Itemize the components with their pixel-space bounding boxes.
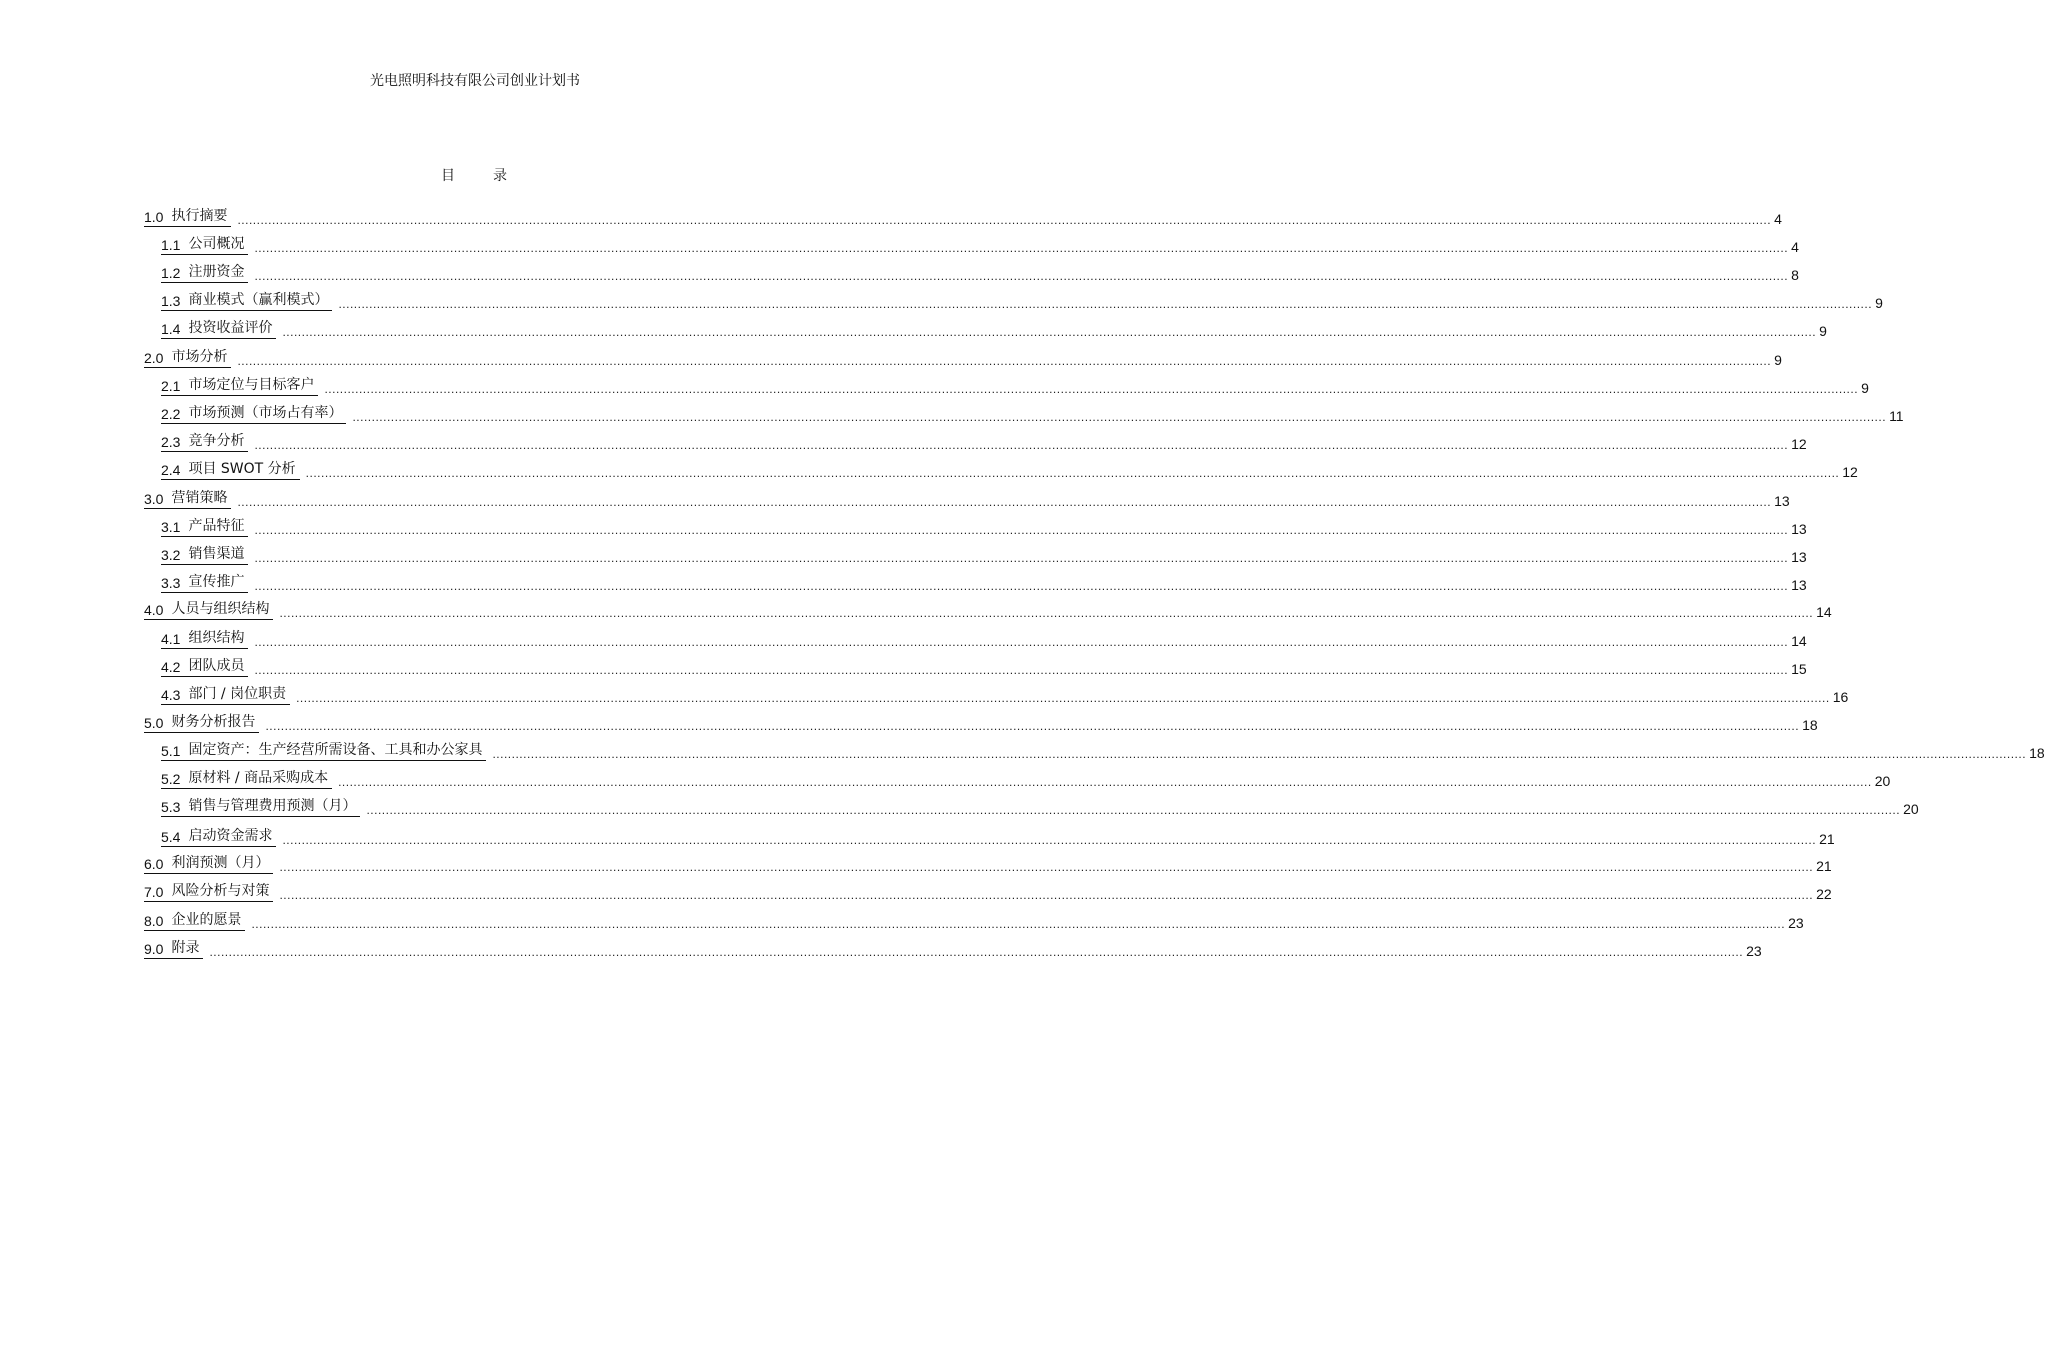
toc-dot-leader: ................................................................................................................................................................................................................................................................................................................................................................................................................ [254, 663, 1789, 677]
toc-dot-leader: ................................................................................................................................................................................................................................................................................................................................................................................................................ [279, 860, 1814, 874]
toc-entry-number: 4.1 [161, 631, 181, 647]
toc-entry[interactable] [144, 487, 1790, 509]
toc-entry-title: 销售渠道 [188, 546, 245, 562]
toc-entry-title: 原材料 / 商品采购成本 [188, 770, 329, 786]
toc-entry-title: 部门 / 岗位职责 [188, 686, 287, 702]
toc-entry-link[interactable] [161, 767, 332, 789]
toc-dot-leader: ................................................................................................................................................................................................................................................................................................................................................................................................................ [324, 382, 1859, 396]
toc-entry-title: 项目 SWOT 分析 [188, 461, 296, 477]
toc-entry-page: 4 [1791, 239, 1799, 255]
toc-entry-number: 3.0 [144, 491, 164, 507]
toc-entry[interactable] [161, 739, 2045, 761]
toc-entry[interactable] [161, 430, 1807, 452]
toc-entry[interactable] [161, 289, 1883, 311]
toc-entry-page: 4 [1774, 211, 1782, 227]
toc-entry-link[interactable] [161, 627, 248, 649]
toc-dot-leader: ................................................................................................................................................................................................................................................................................................................................................................................................................ [279, 606, 1814, 620]
toc-entry-number: 3.3 [161, 575, 181, 591]
toc-entry-title: 财务分析报告 [171, 714, 256, 730]
toc-entry-page: 20 [1903, 801, 1919, 817]
toc-entry-page: 9 [1774, 352, 1782, 368]
toc-entry-page: 12 [1842, 464, 1858, 480]
toc-entry-page: 12 [1791, 436, 1807, 452]
toc-entry-link[interactable] [161, 739, 486, 761]
toc-dot-leader: ................................................................................................................................................................................................................................................................................................................................................................................................................ [352, 410, 1887, 424]
toc-entry-number: 1.4 [161, 321, 181, 337]
toc-entry[interactable] [161, 374, 1869, 396]
toc-entry[interactable] [144, 937, 1762, 959]
toc-entry-number: 2.2 [161, 406, 181, 422]
toc-dot-leader: ................................................................................................................................................................................................................................................................................................................................................................................................................ [282, 833, 1817, 847]
toc-entry[interactable] [144, 205, 1782, 227]
toc-title-left: 目 [441, 168, 457, 184]
toc-entry-page: 14 [1816, 604, 1832, 620]
toc-entry-page: 9 [1875, 295, 1883, 311]
toc-entry[interactable] [161, 317, 1827, 339]
toc-entry-page: 9 [1861, 380, 1869, 396]
toc-entry-page: 11 [1889, 408, 1904, 424]
toc-entry[interactable] [144, 598, 1832, 620]
toc-entry-title: 固定资产：生产经营所需设备、工具和办公家具 [188, 742, 483, 758]
toc-dot-leader: ................................................................................................................................................................................................................................................................................................................................................................................................................ [237, 213, 1772, 227]
toc-entry-link[interactable] [144, 711, 259, 733]
toc-entry-title: 风险分析与对策 [171, 883, 270, 899]
toc-entry-number: 5.2 [161, 771, 181, 787]
toc-entry[interactable] [144, 711, 1818, 733]
toc-entry-link[interactable] [161, 402, 346, 424]
toc-entry-title: 投资收益评价 [188, 320, 273, 336]
toc-entry-title: 启动资金需求 [188, 828, 273, 844]
toc-dot-leader: ................................................................................................................................................................................................................................................................................................................................................................................................................ [251, 917, 1786, 931]
toc-entry[interactable] [161, 795, 1919, 817]
toc-entry-title: 注册资金 [188, 264, 245, 280]
toc-entry-number: 2.0 [144, 350, 164, 366]
toc-entry-number: 2.3 [161, 434, 181, 450]
toc-entry-number: 8.0 [144, 913, 164, 929]
toc-entry-number: 1.1 [161, 237, 181, 253]
toc-entry-number: 6.0 [144, 856, 164, 872]
toc-entry-link[interactable] [161, 430, 248, 452]
toc-entry-number: 2.1 [161, 378, 181, 394]
toc-entry-link[interactable] [161, 655, 248, 677]
toc-entry-page: 9 [1819, 323, 1827, 339]
toc-entry[interactable] [144, 852, 1832, 874]
toc-entry[interactable] [161, 825, 1835, 847]
toc-entry-title: 商业模式（赢利模式） [188, 292, 329, 308]
toc-dot-leader: ................................................................................................................................................................................................................................................................................................................................................................................................................ [338, 297, 1873, 311]
toc-entry[interactable] [144, 346, 1782, 368]
toc-title-right: 录 [493, 168, 509, 184]
toc-entry-title: 竞争分析 [188, 433, 245, 449]
toc-entry[interactable] [144, 909, 1804, 931]
toc-entry-title: 利润预测（月） [171, 855, 270, 871]
toc-entry-title: 公司概况 [188, 236, 245, 252]
toc-entry-title: 市场定位与目标客户 [188, 377, 315, 393]
toc-entry[interactable] [161, 402, 1904, 424]
toc-entry-link[interactable] [144, 880, 273, 902]
toc-entry[interactable] [161, 233, 1799, 255]
toc-entry-page: 13 [1791, 521, 1807, 537]
toc-entry-number: 5.0 [144, 715, 164, 731]
toc-entry-number: 1.0 [144, 209, 164, 225]
toc-dot-leader: ................................................................................................................................................................................................................................................................................................................................................................................................................ [282, 325, 1817, 339]
toc-dot-leader: ................................................................................................................................................................................................................................................................................................................................................................................................................ [492, 747, 2027, 761]
toc-entry-link[interactable] [161, 233, 248, 255]
toc-entry-link[interactable] [144, 937, 203, 959]
toc-entry-number: 4.3 [161, 687, 181, 703]
toc-entry-number: 3.1 [161, 519, 181, 535]
toc-entry-title: 团队成员 [188, 658, 245, 674]
toc-dot-leader: ................................................................................................................................................................................................................................................................................................................................................................................................................ [305, 466, 1840, 480]
toc-dot-leader: ................................................................................................................................................................................................................................................................................................................................................................................................................ [254, 635, 1789, 649]
toc-entry-number: 5.4 [161, 829, 181, 845]
toc-entry-page: 13 [1791, 549, 1807, 565]
toc-entry-title: 产品特征 [188, 518, 245, 534]
toc-entry-number: 2.4 [161, 462, 181, 478]
toc-entry-title: 执行摘要 [171, 208, 228, 224]
toc-dot-leader: ................................................................................................................................................................................................................................................................................................................................................................................................................ [254, 551, 1789, 565]
toc-entry-link[interactable] [161, 317, 276, 339]
toc-entry-link[interactable] [161, 261, 248, 283]
toc-dot-leader: ................................................................................................................................................................................................................................................................................................................................................................................................................ [254, 269, 1789, 283]
toc-entry-title: 宣传推广 [188, 574, 245, 590]
toc-dot-leader: ................................................................................................................................................................................................................................................................................................................................................................................................................ [209, 945, 1744, 959]
toc-entry-link[interactable] [144, 909, 245, 931]
toc-dot-leader: ................................................................................................................................................................................................................................................................................................................................................................................................................ [254, 438, 1789, 452]
toc-entry-title: 组织结构 [188, 630, 245, 646]
toc-dot-leader: ................................................................................................................................................................................................................................................................................................................................................................................................................ [338, 775, 1872, 789]
toc-entry-title: 企业的愿景 [171, 912, 242, 928]
toc-entry[interactable] [144, 880, 1832, 902]
toc-entry-number: 7.0 [144, 884, 164, 900]
toc-dot-leader: ................................................................................................................................................................................................................................................................................................................................................................................................................ [254, 241, 1789, 255]
toc-entry-link[interactable] [144, 598, 273, 620]
toc-entry-link[interactable] [161, 543, 248, 565]
toc-entry-title: 市场预测（市场占有率） [188, 405, 343, 421]
toc-entry-number: 4.2 [161, 659, 181, 675]
toc-entry-link[interactable] [144, 346, 231, 368]
toc-entry-page: 16 [1832, 689, 1849, 705]
toc-dot-leader: ................................................................................................................................................................................................................................................................................................................................................................................................................ [237, 495, 1772, 509]
toc-entry-page: 22 [1816, 886, 1832, 902]
toc-entry-link[interactable] [161, 289, 332, 311]
toc-entry-number: 5.1 [161, 743, 181, 759]
toc-entry-link[interactable] [161, 825, 276, 847]
toc-entry-page: 20 [1874, 773, 1891, 789]
toc-title [0, 165, 950, 185]
toc-entry-page: 21 [1819, 831, 1835, 847]
toc-entry-title: 销售与管理费用预测（月） [188, 798, 357, 814]
toc-entry-title: 人员与组织结构 [171, 601, 270, 617]
document-header: 光电照明科技有限公司创业计划书 [370, 73, 580, 89]
toc-entry-title: 附录 [171, 940, 200, 956]
toc-dot-leader: ................................................................................................................................................................................................................................................................................................................................................................................................................ [279, 888, 1814, 902]
toc-entry-page: 8 [1791, 267, 1799, 283]
toc-entry-page: 15 [1791, 661, 1807, 677]
toc-dot-leader: ................................................................................................................................................................................................................................................................................................................................................................................................................ [265, 719, 1800, 733]
toc-dot-leader: ................................................................................................................................................................................................................................................................................................................................................................................................................ [254, 523, 1789, 537]
toc-entry-page: 23 [1746, 943, 1762, 959]
toc-entry[interactable] [161, 683, 1849, 705]
toc-entry-number: 3.2 [161, 547, 181, 563]
toc-dot-leader: ................................................................................................................................................................................................................................................................................................................................................................................................................ [366, 803, 1901, 817]
toc-entry-number: 9.0 [144, 941, 164, 957]
toc-entry-page: 14 [1791, 633, 1807, 649]
toc-entry[interactable] [161, 458, 1858, 480]
toc-entry-link[interactable] [161, 571, 248, 593]
toc-entry-number: 5.3 [161, 799, 181, 815]
toc-entry[interactable] [161, 515, 1807, 537]
toc-entry-link[interactable] [161, 374, 318, 396]
toc-entry-link[interactable] [161, 515, 248, 537]
toc-entry-number: 4.0 [144, 602, 164, 618]
toc-entry-title: 营销策略 [171, 490, 228, 506]
toc-dot-leader: ................................................................................................................................................................................................................................................................................................................................................................................................................ [254, 579, 1789, 593]
toc-entry-link[interactable] [144, 205, 231, 227]
toc-entry[interactable] [161, 261, 1799, 283]
toc-entry[interactable] [161, 655, 1807, 677]
toc-entry-title: 市场分析 [171, 349, 228, 365]
toc-entry[interactable] [161, 543, 1807, 565]
toc-entry-page: 13 [1791, 577, 1807, 593]
toc-entry-number: 1.3 [161, 293, 181, 309]
toc-dot-leader: ................................................................................................................................................................................................................................................................................................................................................................................................................ [296, 691, 1830, 705]
toc-entry-page: 18 [2029, 745, 2045, 761]
toc-entry-link[interactable] [144, 852, 273, 874]
toc-entry[interactable] [161, 627, 1807, 649]
toc-entry-page: 23 [1788, 915, 1804, 931]
toc-dot-leader: ................................................................................................................................................................................................................................................................................................................................................................................................................ [237, 354, 1772, 368]
toc-entry-page: 18 [1802, 717, 1818, 733]
toc-entry-page: 13 [1774, 493, 1790, 509]
toc-entry-page: 21 [1816, 858, 1832, 874]
toc-entry-number: 1.2 [161, 265, 181, 281]
toc-entry[interactable] [161, 767, 1891, 789]
toc-entry-link[interactable] [144, 487, 231, 509]
toc-entry[interactable] [161, 571, 1807, 593]
toc-entry-link[interactable] [161, 683, 290, 705]
toc-entry-link[interactable] [161, 795, 360, 817]
toc-entry-link[interactable] [161, 458, 300, 480]
